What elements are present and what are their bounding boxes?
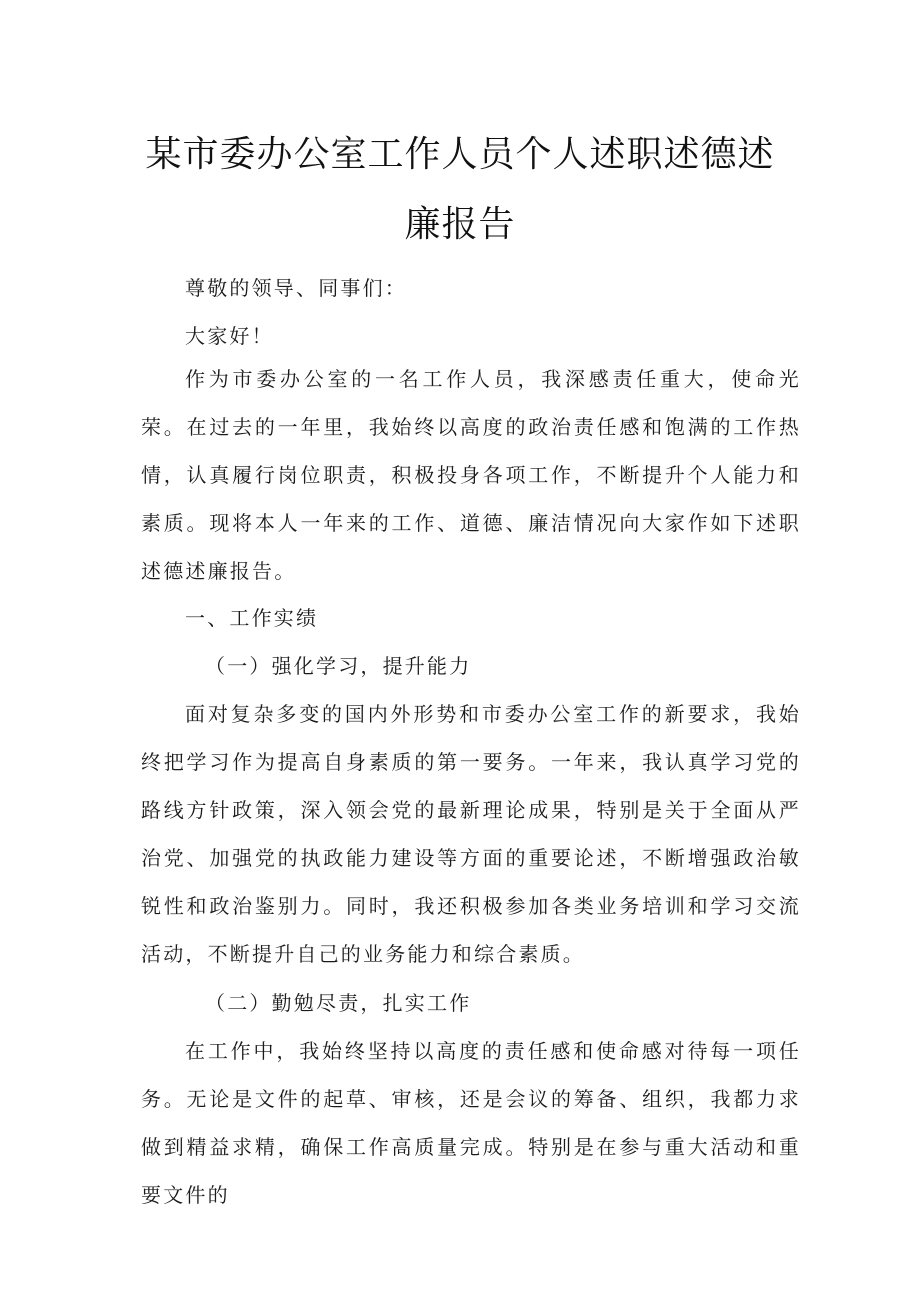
subsection-body-diligence: 在工作中，我始终坚持以高度的责任感和使命感对待每一项任务。无论是文件的起草、审核，还是会议的筹备、组织，我都力求做到精益求精，确保工作高质量完成。特别是在参与重大活动和重要文件的 (141, 1039, 801, 1207)
subsection-heading-diligence: （二）勤勉尽责，扎实工作 (205, 991, 472, 1015)
greeting: 大家好！ (185, 324, 274, 348)
subsection-heading-study: （一）强化学习，提升能力 (205, 654, 472, 678)
salutation: 尊敬的领导、同事们： (185, 276, 407, 300)
section-heading-work-results: 一、工作实绩 (185, 606, 319, 630)
subsection-body-study: 面对复杂多变的国内外形势和市委办公室工作的新要求，我始终把学习作为提高自身素质的第一要务。一年来，我认真学习党的路线方针政策，深入领会党的最新理论成果，特别是关于全面从严治党、加强党的执政能力建设等方面的重要论述，不断增强政治敏锐性和政治鉴别力。同时，我还积极参加各类业务培训和学习交流活动，不断提升自己的业务能力和综合素质。 (141, 702, 801, 966)
document-title-continued: 廉报告 (404, 204, 516, 245)
intro-paragraph: 作为市委办公室的一名工作人员，我深感责任重大，使命光荣。在过去的一年里，我始终以高度的政治责任感和饱满的工作热情，认真履行岗位职责，积极投身各项工作，不断提升个人能力和素质。现将本人一年来的工作、道德、廉洁情况向大家作如下述职述德述廉报告。 (141, 367, 801, 583)
document-title: 某市委办公室工作人员个人述职述德述 (145, 134, 775, 175)
